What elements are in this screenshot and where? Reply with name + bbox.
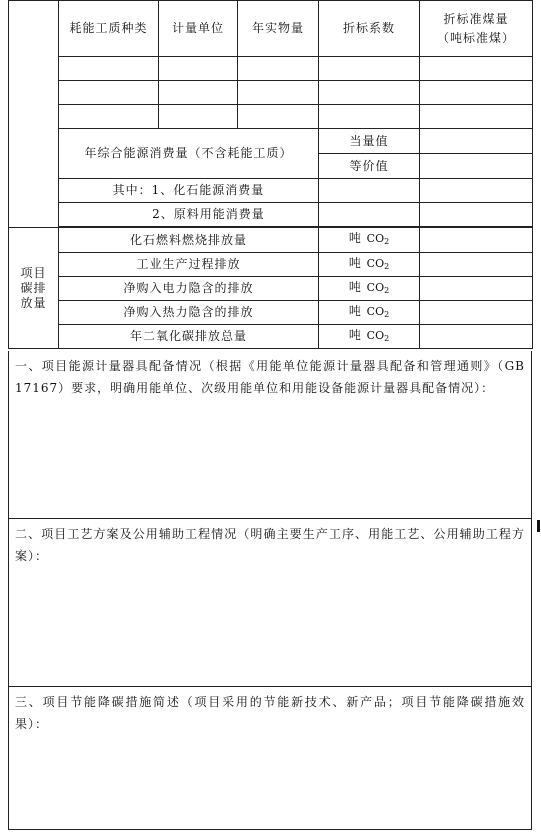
unit-gas: CO bbox=[366, 304, 385, 318]
carbon-group-line: 碳排 bbox=[20, 280, 47, 295]
carbon-row-unit bbox=[319, 228, 420, 253]
section-measures-text: 三、项目节能降碳措施简述（项目采用的节能新技术、新产品；项目节能降碳措施效果）： bbox=[15, 695, 525, 731]
header-unit: 计量单位 bbox=[159, 1, 238, 57]
cell-empty bbox=[420, 203, 533, 227]
cell-empty bbox=[159, 105, 238, 129]
cell-empty bbox=[319, 179, 420, 203]
carbon-row-unit bbox=[319, 253, 420, 277]
page-edge-mark bbox=[537, 520, 540, 532]
header-standard-coal-line2: （吨标准煤） bbox=[436, 30, 515, 45]
header-annual-amount: 年实物量 bbox=[238, 1, 319, 57]
unit-subscript: 2 bbox=[384, 333, 390, 343]
unit-ton: 吨 bbox=[348, 327, 362, 342]
equivalent-value-label: 当量值 bbox=[319, 129, 420, 154]
carbon-row bbox=[9, 228, 533, 253]
carbon-row-unit bbox=[319, 301, 420, 325]
header-energy-type: 耗能工质种类 bbox=[59, 1, 159, 57]
cell-empty bbox=[238, 57, 319, 81]
cell-empty bbox=[420, 301, 533, 325]
unit-gas: CO bbox=[366, 256, 385, 270]
raw-material-row bbox=[9, 203, 533, 227]
carbon-row-unit bbox=[319, 277, 420, 301]
section-process bbox=[8, 519, 532, 687]
cell-empty bbox=[238, 105, 319, 129]
energy-table bbox=[8, 0, 533, 349]
carbon-row bbox=[9, 253, 533, 277]
cell-empty bbox=[59, 81, 159, 105]
unit-subscript: 2 bbox=[384, 309, 390, 319]
raw-material-label: 2、原料用能消费量 bbox=[59, 203, 319, 227]
carbon-row bbox=[9, 325, 533, 349]
carbon-row-label: 工业生产过程排放 bbox=[59, 253, 319, 277]
cell-empty bbox=[420, 179, 533, 203]
section-metering bbox=[8, 351, 532, 519]
unit-gas: CO bbox=[366, 280, 385, 294]
carbon-row bbox=[9, 301, 533, 325]
energy-form bbox=[8, 0, 532, 830]
table-header-row bbox=[9, 1, 533, 57]
header-standard-coal bbox=[420, 1, 533, 57]
cell-empty bbox=[420, 129, 533, 154]
section-measures bbox=[8, 687, 532, 830]
unit-subscript: 2 bbox=[384, 261, 390, 271]
table-row bbox=[9, 57, 533, 81]
fossil-consumption-label: 其中：1、化石能源消费量 bbox=[59, 179, 319, 203]
section-process-text: 二、项目工艺方案及公用辅助工程情况（明确主要生产工序、用能工艺、公用辅助工程方案）： bbox=[15, 527, 525, 563]
cell-empty bbox=[319, 105, 420, 129]
carbon-row-label: 净购入热力隐含的排放 bbox=[59, 301, 319, 325]
equal-price-value-label: 等价值 bbox=[319, 154, 420, 179]
unit-subscript: 2 bbox=[384, 285, 390, 295]
unit-gas: CO bbox=[366, 328, 385, 342]
blank-left-column bbox=[9, 1, 59, 228]
carbon-row-label: 净购入电力隐含的排放 bbox=[59, 277, 319, 301]
cell-empty bbox=[319, 57, 420, 81]
section-metering-text: 一、项目能源计量器具配备情况（根据《用能单位能源计量器具配备和管理通则》（GB 17167）要求，明确用能单位、次级用能单位和用能设备能源计量器具配备情况）： bbox=[15, 359, 525, 395]
carbon-group-label bbox=[9, 228, 59, 349]
cell-empty bbox=[420, 253, 533, 277]
header-conversion-factor: 折标系数 bbox=[319, 1, 420, 57]
table-row bbox=[9, 81, 533, 105]
carbon-row-label: 化石燃料燃烧排放量 bbox=[59, 228, 319, 253]
total-consumption-row bbox=[9, 129, 533, 154]
table-row bbox=[9, 105, 533, 129]
cell-empty bbox=[420, 325, 533, 349]
carbon-group-line: 放量 bbox=[20, 295, 47, 310]
unit-ton: 吨 bbox=[348, 279, 362, 294]
carbon-row-unit bbox=[319, 325, 420, 349]
cell-empty bbox=[159, 81, 238, 105]
cell-empty bbox=[59, 105, 159, 129]
total-consumption-label: 年综合能源消费量（不含耗能工质） bbox=[59, 129, 319, 179]
cell-empty bbox=[420, 228, 533, 253]
cell-empty bbox=[159, 57, 238, 81]
cell-empty bbox=[420, 81, 533, 105]
unit-ton: 吨 bbox=[348, 255, 362, 270]
carbon-row bbox=[9, 277, 533, 301]
cell-empty bbox=[420, 154, 533, 179]
cell-empty bbox=[420, 105, 533, 129]
fossil-consumption-row bbox=[9, 179, 533, 203]
header-standard-coal-line1: 折标准煤量 bbox=[443, 11, 509, 26]
cell-empty bbox=[319, 81, 420, 105]
cell-empty bbox=[59, 57, 159, 81]
carbon-group-line: 项目 bbox=[20, 265, 47, 280]
cell-empty bbox=[238, 81, 319, 105]
unit-ton: 吨 bbox=[348, 231, 362, 245]
carbon-row-label: 年二氧化碳排放总量 bbox=[59, 325, 319, 349]
unit-ton: 吨 bbox=[348, 303, 362, 318]
cell-empty bbox=[420, 277, 533, 301]
unit-gas: CO bbox=[366, 232, 385, 245]
cell-empty bbox=[420, 57, 533, 81]
unit-subscript: 2 bbox=[384, 237, 390, 246]
cell-empty bbox=[319, 203, 420, 227]
